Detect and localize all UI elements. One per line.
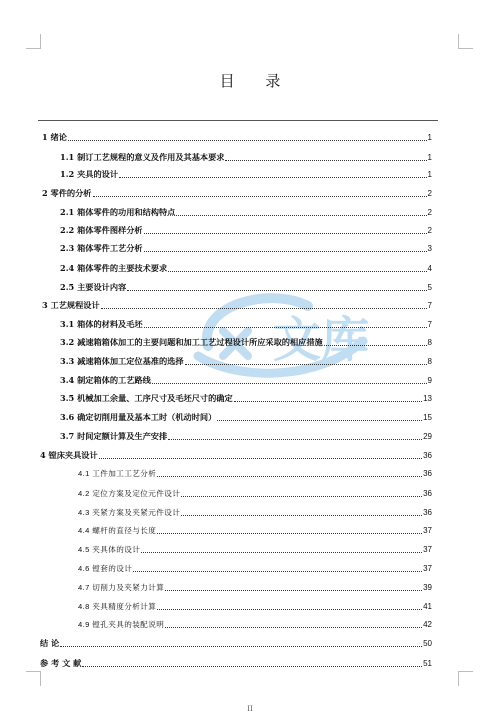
toc-entry[interactable] — [60, 223, 432, 236]
toc-leader-dots — [185, 364, 427, 365]
toc-leader-dots — [82, 666, 422, 667]
toc-leader-dots — [144, 251, 427, 252]
toc-entry-page: 7 — [427, 301, 432, 310]
toc-entry-page: 36 — [423, 489, 432, 498]
toc-entry-page: 29 — [423, 432, 432, 441]
toc-entry[interactable] — [60, 261, 432, 274]
toc-entry-label: 3.2 减速箱箱体加工的主要问题和加工工艺过程设计所应采取的相应措施 — [60, 337, 323, 347]
toc-entry[interactable] — [60, 429, 432, 442]
toc-entry-page: 7 — [427, 320, 432, 329]
toc-leader-dots — [181, 496, 422, 497]
toc-entry[interactable] — [60, 373, 432, 386]
toc-entry[interactable] — [78, 486, 432, 499]
toc-entry-label: 2.3 箱体零件工艺分析 — [60, 243, 143, 253]
toc-entry-page: 37 — [423, 526, 432, 535]
toc-entry-label: 3.5 机械加工余量、工序尺寸及毛坯尺寸的确定 — [60, 393, 233, 403]
toc-entry-page: 2 — [427, 189, 432, 198]
toc-entry-page: 41 — [423, 602, 432, 611]
toc-entry[interactable] — [78, 466, 432, 479]
toc-entry-label: 4.2 定位方案及定位元件设计 — [78, 489, 181, 498]
toc-leader-dots — [157, 476, 422, 477]
toc-entry[interactable] — [60, 205, 432, 218]
toc-entry[interactable] — [42, 130, 432, 143]
toc-entry-page: 8 — [427, 357, 432, 366]
toc-entry-label: 3.4 制定箱体的工艺路线 — [60, 375, 151, 385]
toc-leader-dots — [165, 627, 422, 628]
toc-entry-page: 1 — [427, 153, 432, 162]
toc-entry-page: 5 — [427, 283, 432, 292]
toc-leader-dots — [101, 308, 427, 309]
toc-entry-label: 4 镗床夹具设计 — [40, 450, 98, 460]
toc-entry-page: 3 — [427, 244, 432, 253]
toc-entry-label: 2.2 箱体零件图样分析 — [60, 225, 143, 235]
toc-entry-page: 8 — [427, 338, 432, 347]
toc-entry[interactable] — [60, 241, 432, 254]
toc-leader-dots — [119, 177, 427, 178]
toc-entry-label: 4.3 夹紧方案及夹紧元件设计 — [78, 508, 181, 517]
toc-entry[interactable] — [42, 298, 432, 311]
toc-leader-dots — [168, 271, 426, 272]
toc-entry[interactable] — [60, 150, 432, 163]
toc-leader-dots — [141, 552, 422, 553]
toc-entry[interactable] — [78, 561, 432, 574]
toc-leader-dots — [176, 215, 426, 216]
toc-entry-page: 36 — [423, 451, 432, 460]
toc-entry-page: 50 — [423, 639, 432, 648]
toc-entry-label: 4.7 切削力及夹紧力计算 — [78, 583, 165, 592]
toc-entry-label: 3.1 箱体的材料及毛坯 — [60, 319, 143, 329]
toc-leader-dots — [168, 439, 422, 440]
toc-leader-dots — [93, 196, 427, 197]
toc-leader-dots — [68, 140, 427, 141]
toc-entry-page: 9 — [427, 376, 432, 385]
toc-entry[interactable] — [78, 617, 432, 630]
toc-entry[interactable] — [78, 580, 432, 593]
toc-entry[interactable] — [60, 391, 432, 404]
toc-entry[interactable] — [40, 448, 432, 461]
toc-entry-page: 51 — [423, 659, 432, 668]
toc-entry-page: 36 — [423, 469, 432, 478]
toc-entry-label: 2.1 箱体零件的功用和结构特点 — [60, 207, 176, 217]
toc-entry-label: 4.8 夹具精度分析计算 — [78, 602, 157, 611]
toc-entry-page: 37 — [423, 564, 432, 573]
toc-leader-dots — [234, 401, 422, 402]
toc-entry-label: 2 零件的分析 — [42, 188, 92, 198]
toc-leader-dots — [157, 609, 422, 610]
crop-mark-bottom-right — [458, 671, 473, 686]
toc-entry-label: 2.4 箱体零件的主要技术要求 — [60, 263, 168, 273]
toc-entry-page: 37 — [423, 545, 432, 554]
toc-entry-page: 4 — [427, 264, 432, 273]
toc-entry-page: 1 — [427, 133, 432, 142]
toc-entry-label: 1.2 夹具的设计 — [60, 169, 119, 179]
toc-leader-dots — [60, 646, 422, 647]
toc-entry-label: 3 工艺规程设计 — [42, 300, 100, 310]
toc-entry-label: 1.1 制订工艺规程的意义及作用及其基本要求 — [60, 152, 225, 162]
toc-entry[interactable] — [60, 335, 432, 348]
toc-entry-label: 2.5 主要设计内容 — [60, 282, 127, 292]
toc-leader-dots — [127, 290, 426, 291]
toc-entry-label: 3.3 减速箱体加工定位基准的选择 — [60, 356, 184, 366]
toc-leader-dots — [217, 420, 422, 421]
toc-entry[interactable] — [60, 354, 432, 367]
page-title: 目 录 — [219, 72, 294, 90]
toc-leader-dots — [324, 345, 427, 346]
toc-leader-dots — [225, 160, 426, 161]
toc-entry[interactable] — [42, 186, 432, 199]
toc-entry-label: 4.9 镗孔夹具的装配说明 — [78, 620, 165, 629]
toc-entry[interactable] — [78, 523, 432, 536]
toc-entry-label: 4.5 夹具体的设计 — [78, 545, 141, 554]
toc-leader-dots — [157, 533, 422, 534]
title-rule — [38, 120, 438, 121]
toc-entry[interactable] — [78, 599, 432, 612]
toc-entry[interactable] — [40, 636, 432, 649]
toc-leader-dots — [152, 383, 427, 384]
toc-entry-page: 15 — [423, 413, 432, 422]
crop-mark-top-left — [26, 34, 41, 49]
toc-entry[interactable] — [60, 167, 432, 180]
toc-entry-label: 4.6 镗套的设计 — [78, 564, 133, 573]
toc-entry-label: 结 论 — [40, 638, 60, 648]
toc-leader-dots — [181, 515, 422, 516]
toc-entry[interactable] — [60, 317, 432, 330]
toc-entry[interactable] — [60, 280, 432, 293]
toc-entry-page: 2 — [427, 208, 432, 217]
toc-entry-page: 36 — [423, 508, 432, 517]
toc-entry-label: 4.4 螺杆的直径与长度 — [78, 526, 157, 535]
toc-entry[interactable] — [78, 505, 432, 518]
toc-entry-page: 13 — [423, 394, 432, 403]
toc-leader-dots — [144, 233, 427, 234]
page-footer-number: II — [247, 705, 253, 713]
toc-leader-dots — [144, 327, 427, 328]
watermark-text: 文库 — [273, 312, 370, 368]
crop-mark-bottom-left — [26, 671, 41, 686]
toc-entry-label: 4.1 工件加工工艺分析 — [78, 469, 157, 478]
toc-entry-label: 3.6 确定切削用量及基本工时（机动时间） — [60, 412, 217, 422]
crop-mark-top-right — [458, 34, 473, 49]
toc-entry-label: 3.7 时间定额计算及生产安排 — [60, 431, 168, 441]
toc-entry[interactable] — [40, 656, 432, 669]
toc-entry[interactable] — [60, 410, 432, 423]
toc-leader-dots — [133, 571, 422, 572]
toc-entry[interactable] — [78, 542, 432, 555]
toc-entry-page: 1 — [427, 170, 432, 179]
toc-entry-page: 39 — [423, 583, 432, 592]
toc-entry-page: 42 — [423, 620, 432, 629]
toc-leader-dots — [99, 458, 422, 459]
toc-entry-page: 2 — [427, 226, 432, 235]
toc-leader-dots — [165, 590, 422, 591]
toc-entry-label: 1 绪论 — [42, 132, 67, 142]
toc-entry-label: 参 考 文 献 — [40, 658, 82, 668]
